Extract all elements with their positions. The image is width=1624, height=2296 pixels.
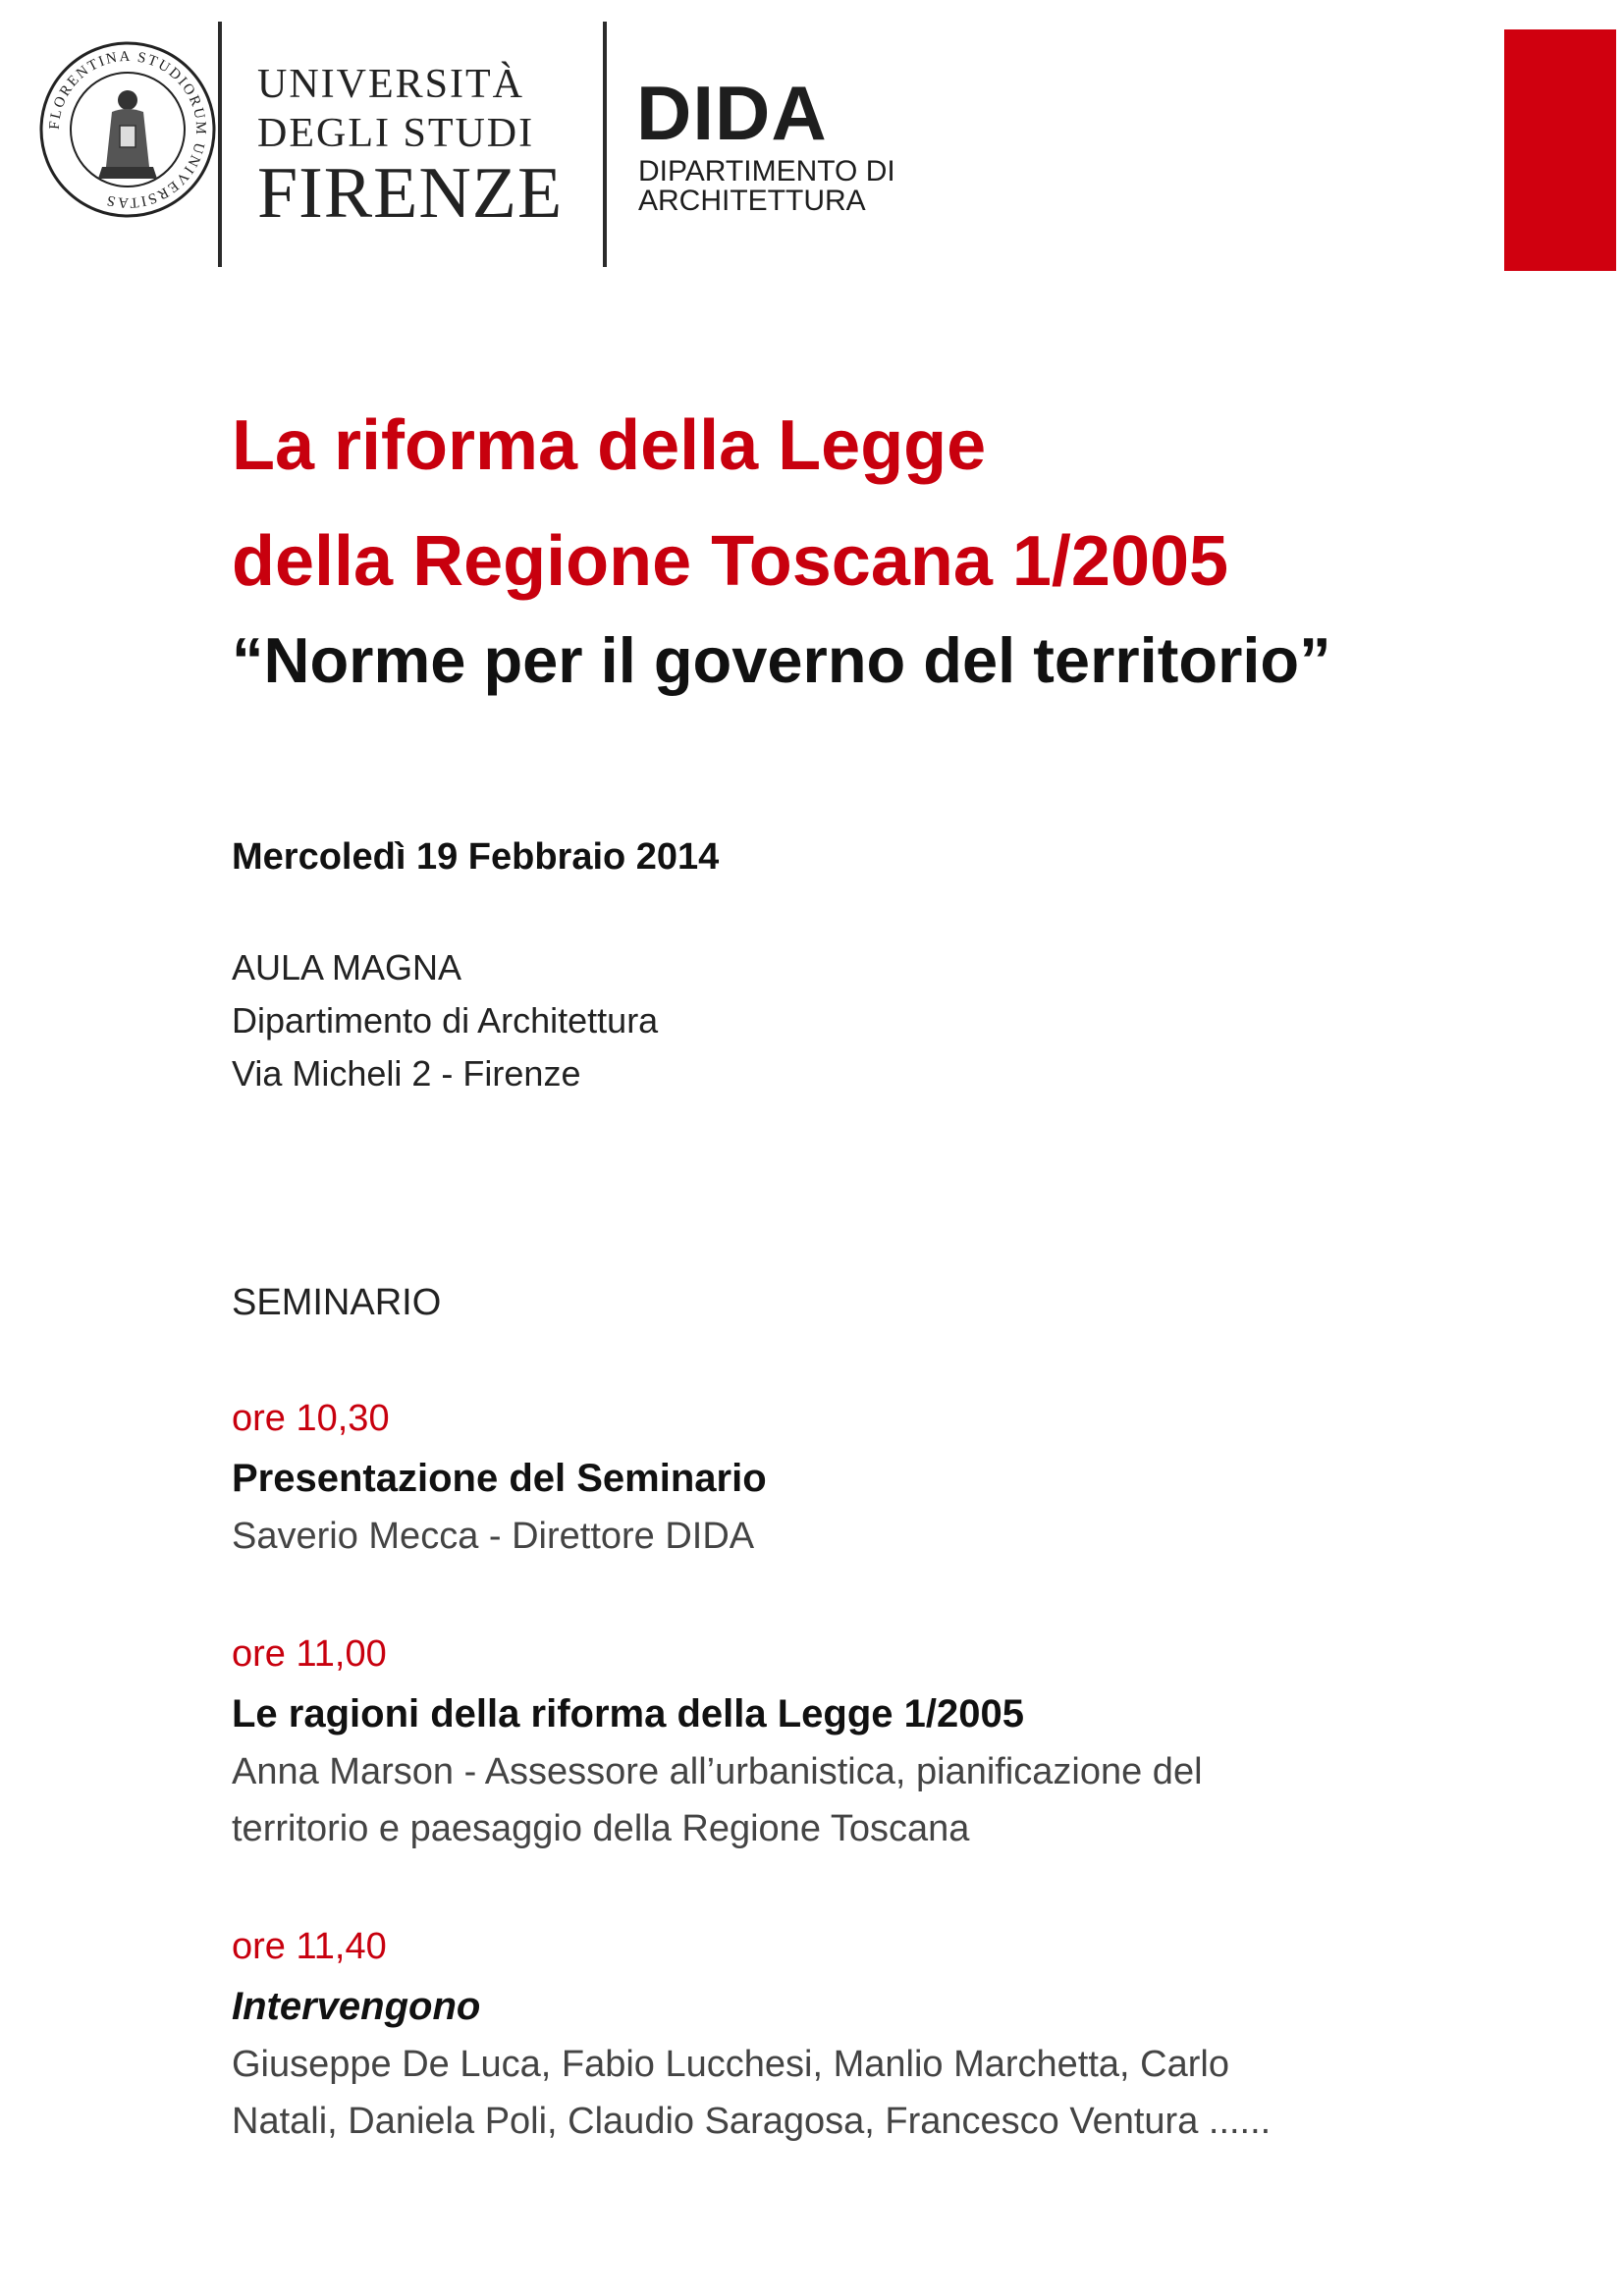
university-name-line1: UNIVERSITÀ (257, 62, 524, 107)
session-time: ore 11,00 (232, 1633, 387, 1675)
event-date: Mercoledì 19 Febbraio 2014 (232, 836, 720, 878)
session-time: ore 11,40 (232, 1926, 387, 1967)
event-subtitle: “Norme per il governo del territorio” (232, 624, 1331, 696)
event-title-line2: della Regione Toscana 1/2005 (232, 522, 1229, 601)
session-title: Intervengono (232, 1985, 481, 2028)
university-seal-logo (37, 39, 218, 220)
venue-line: Dipartimento di Architettura (232, 1000, 659, 1041)
session-speaker: Saverio Mecca - Direttore DIDA (232, 1516, 755, 1557)
session-speaker: Natali, Daniela Poli, Claudio Saragosa, Francesco Ventura ...... (232, 2101, 1272, 2142)
venue-line: AULA MAGNA (232, 947, 462, 988)
venue-line: Via Micheli 2 - Firenze (232, 1053, 581, 1094)
session-speaker: Giuseppe De Luca, Fabio Lucchesi, Manlio Marchetta, Carlo (232, 2044, 1229, 2085)
event-title-line1: La riforma della Legge (232, 406, 987, 485)
university-name-line2: DEGLI STUDI (257, 111, 535, 156)
header-divider (603, 22, 607, 267)
session-title: Presentazione del Seminario (232, 1457, 767, 1500)
session-time: ore 10,30 (232, 1398, 390, 1439)
header-divider (218, 22, 222, 267)
department-name-line1: DIPARTIMENTO DI (638, 155, 895, 187)
session-speaker: territorio e paesaggio della Regione Toscana (232, 1808, 970, 1849)
red-accent-bar (1504, 29, 1616, 271)
department-acronym: DIDA (636, 70, 828, 156)
seal-lettering: FLORENTINA STUDIORUM UNIVERSITAS (46, 48, 209, 211)
department-name-line2: ARCHITETTURA (638, 185, 866, 217)
session-speaker: Anna Marson - Assessore all’urbanistica, pianificazione del (232, 1751, 1203, 1792)
university-name-line3: FIRENZE (257, 153, 564, 234)
session-title: Le ragioni della riforma della Legge 1/2005 (232, 1692, 1024, 1735)
section-heading: SEMINARIO (232, 1282, 442, 1323)
